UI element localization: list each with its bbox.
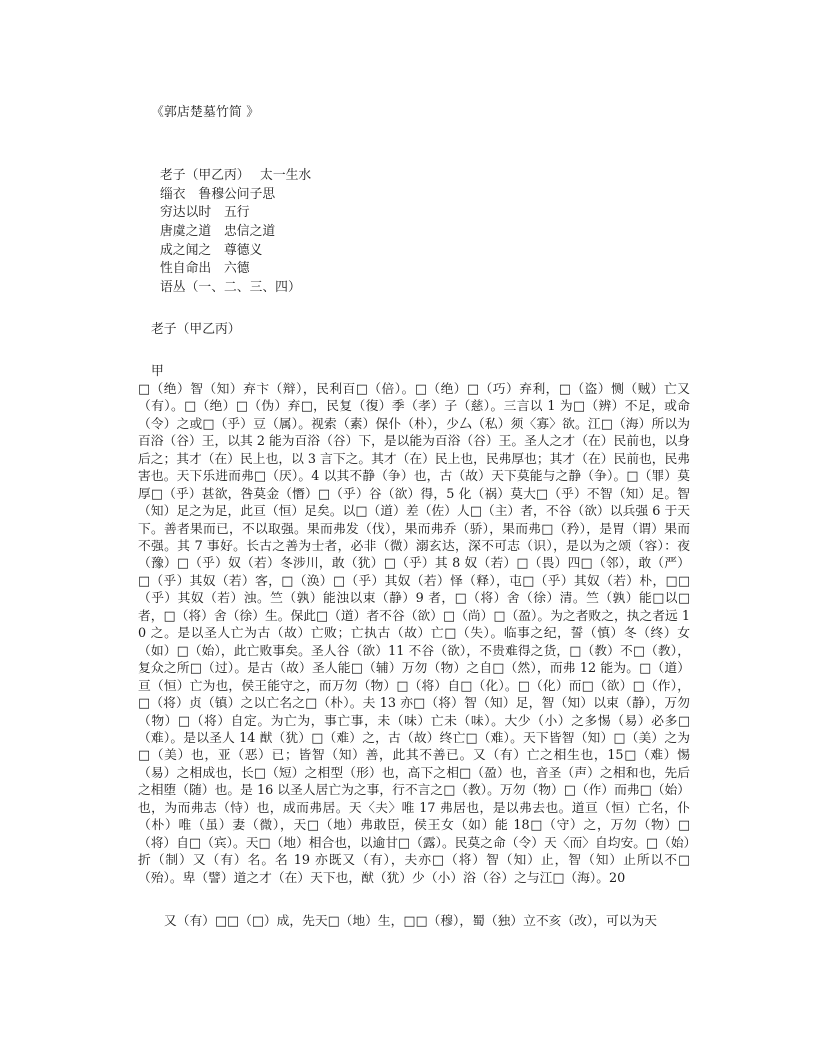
toc-item: 性自命出 六德: [160, 261, 250, 277]
document-title: 《郭店楚墓竹简 》: [151, 105, 260, 120]
toc-item: 老子（甲乙丙） 太一生水: [160, 168, 312, 184]
body-paragraph-continued: 又（有）□□（□）成，先天□（地）生，□□（穆），蜀（独）立不亥（改），可以为天: [164, 914, 658, 930]
document-content: [138, 104, 690, 931]
toc-item: 语丛（一、二、三、四）: [160, 279, 301, 295]
table-of-contents: [151, 167, 690, 297]
subsection-heading-jia: 甲: [151, 363, 164, 379]
body-paragraph: □（绝）智（知）弃卞（辩），民利百□（倍）。□（绝）□（巧）弃利，□（盗）恻（贼）亡又（有）。□（绝）□（伪）弃□，民复（復）季（孝）子（慈）。三言以 1 为□（辨）不足，或命（令）之或□（乎）豆（属）。视索（素）保仆（朴），少厶（私）须〈寡〉欲。江□（海）所以为百浴（谷）王，以其 2 能为百浴（谷）下，是以能为百浴（谷）王。圣人之才（在）民前也，以身后之；其才（在）民上也，以 3 言下之。其才（在）民上也，民弗厚也；其才（在）民前也，民弗害也。天下乐进而弗□（厌）。4 以其不静（争）也，古（故）天下莫能与之静（争）。□（罪）莫厚□（乎）甚欲，咎莫金（憯）□（乎）谷（欲）得，5 化（祸）莫大□（乎）不智（知）足。智（知）足之为足，此亘（恒）足矣。以□（道）差（佐）人□（主）者，不谷（欲）以兵强 6 于天下。善者果而已，不以取强。果而弗发（伐），果而弗乔（骄），果而弗□（矜），是胃（谓）果而不强。其 7 事好。长古之善为士者，必非（微）溺玄达，深不可志（识），是以为之颂（容）：夜（豫）□（乎）奴（若）冬涉川，敢（犹）□（乎）其 8 奴（若）□（畏）四□（邻），敢（严）□（乎）其奴（若）客，□（涣）□（乎）其奴（若）怿（释），屯□（乎）其奴（若）朴，□□（乎）其奴（若）浊。竺（孰）能浊以束（静）9 者，□（将）舍（徐）清。竺（孰）能□以□者，□（将）舍（徐）生。保此□（道）者不谷（欲）□（尚）□（盈）。为之者败之，执之者远 10 之。是以圣人亡为古（故）亡败；亡执古（故）亡□（失）。临事之纪，誓（慎）冬（终）女（如）□（始），此亡败事矣。圣人谷（欲）11 不谷（欲），不贵难得之货，□（教）不□（教），复众之所□（过）。是古（故）圣人能□（辅）万勿（物）之自□（然），而弗 12 能为。□（道）亘（恒）亡为也，侯王能守之，而万勿（物）□（将）自□（化）。□（化）而□（欲）□（作），□（将）贞（镇）之以亡名之□（朴）。夫 13 亦□（将）智（知）足，智（知）以束（静），万勿（物）□（将）自定。为亡为，事亡事，未（味）亡未（味）。大少（小）之多惕（易）必多□（难）。是以圣人 14 猷（犹）□（难）之，古（故）终亡□（难）。天下皆智（知）□（美）之为□（美）也，亚（恶）已；皆智（知）善，此其不善已。又（有）亡之相生也，15□（难）惕（易）之相成也，长□（短）之相型（形）也，高下之相□（盈）也，音圣（声）之相和也，先后之相堕（随）也。是 16 以圣人居亡为之事，行不言之□（教）。万勿（物）□（作）而弗□（始）也，为而弗志（恃）也，成而弗居。天〈夫〉唯 17 弗居也，是以弗去也。道亘（恒）亡名，仆（朴）唯（虽）妻（微），天□（地）弗敢臣，侯王女（如）能 18□（守）之，万勿（物）□（将）自□（宾）。天□（地）相合也，以逾甘□（露）。民莫之命（令）天〈而〉自均安。□（始）折（制）又（有）名。名 19 亦既又（有），夫亦□（将）智（知）止，智（知）止所以不□（殆）。卑（譬）道之才（在）天下也，猷（犹）少（小）浴（谷）之与江□（海）。20: [138, 381, 690, 886]
section-heading-laozi: 老子（甲乙丙）: [151, 322, 241, 338]
toc-item: 唐虞之道 忠信之道: [160, 224, 276, 240]
toc-item: 成之闻之 尊德义: [160, 242, 263, 258]
toc-item: 穷达以时 五行: [160, 205, 250, 221]
toc-item: 缁衣 鲁穆公问子思: [160, 186, 276, 202]
